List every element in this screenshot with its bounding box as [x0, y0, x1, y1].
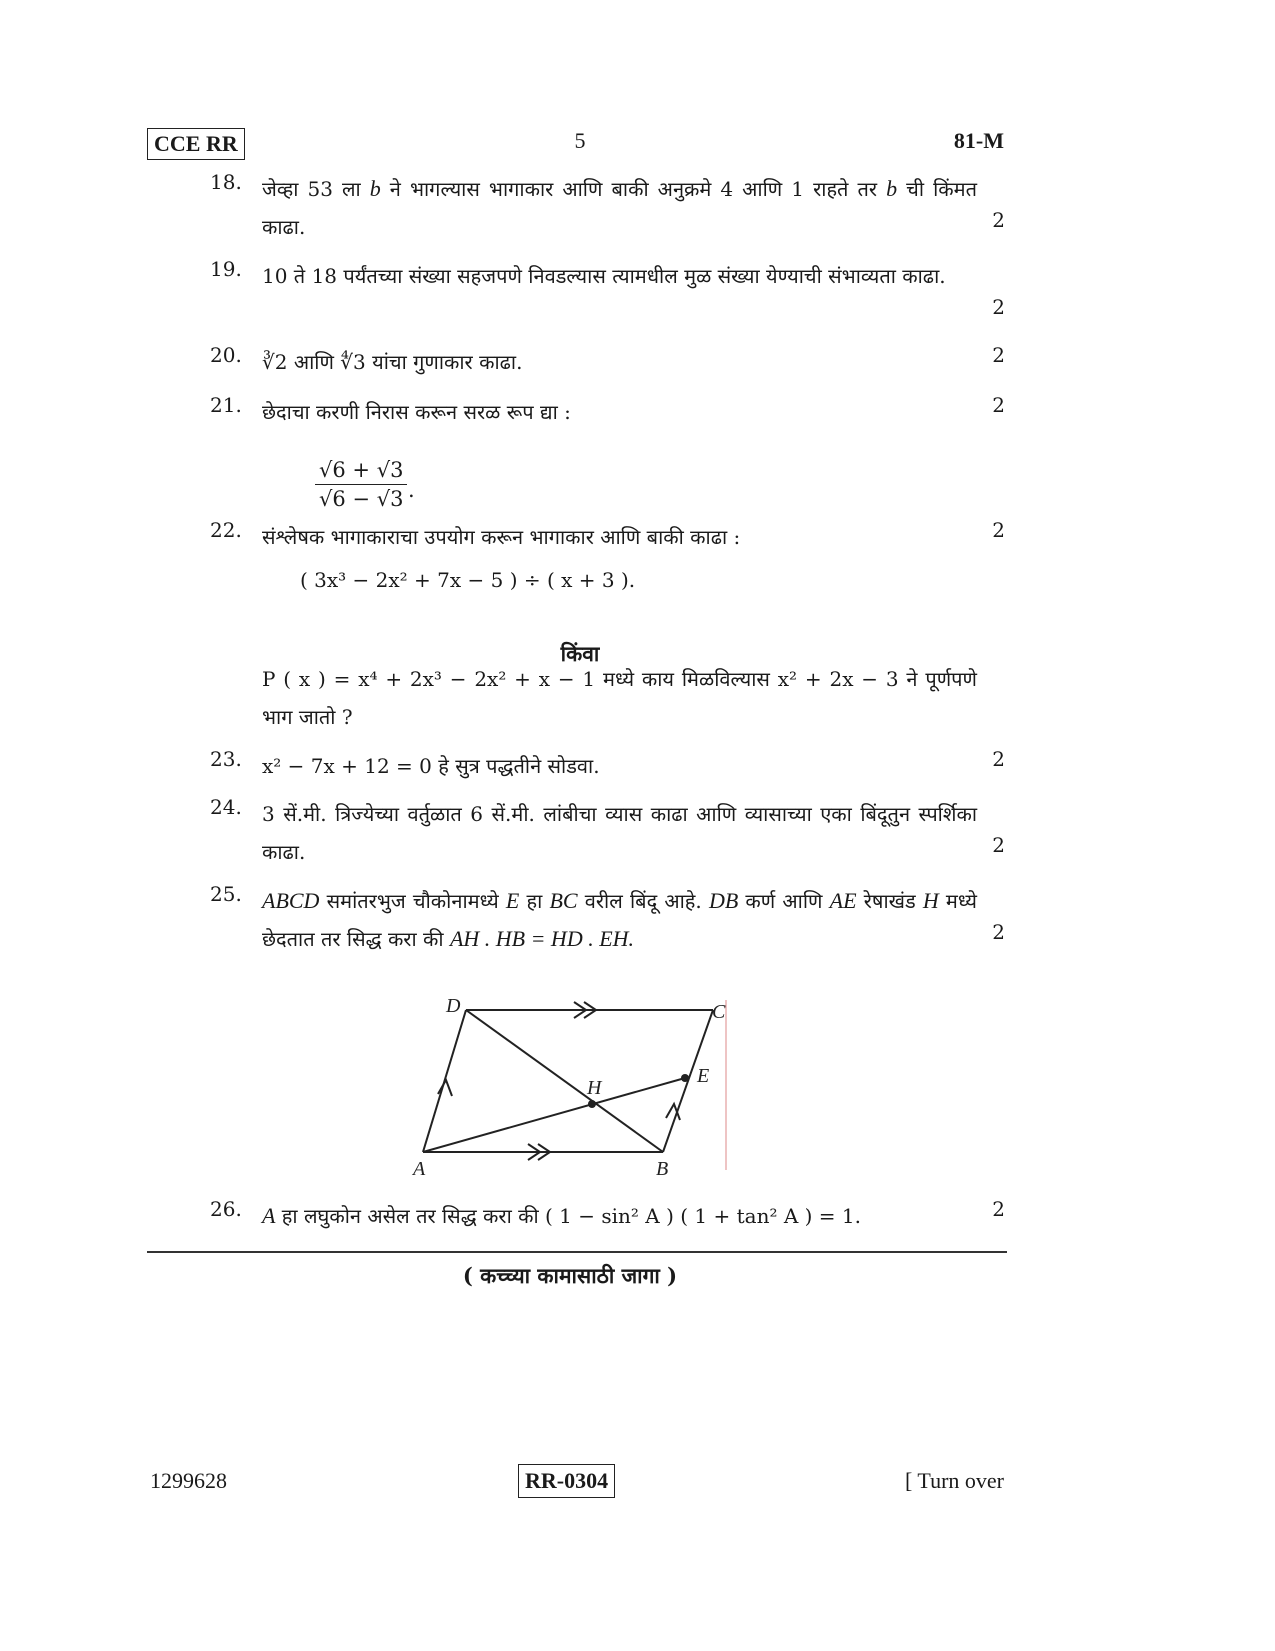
question-text: [262, 343, 977, 381]
question-22-alternative: [210, 660, 1005, 736]
question-26: [210, 1197, 1005, 1235]
question-text: [262, 660, 977, 736]
parallelogram-diagram: [380, 990, 740, 1190]
question-number: 25.: [210, 882, 242, 906]
question-number: 19.: [210, 257, 242, 281]
question-20: [210, 343, 1005, 381]
question-number: 22.: [210, 518, 242, 542]
math-term: BC: [549, 888, 578, 913]
question-text: [262, 747, 977, 785]
question-22: [210, 518, 1005, 556]
math-term: E: [505, 888, 520, 913]
fraction-expression: [315, 458, 407, 511]
text-part: आणि: [287, 350, 341, 374]
text-part: यांचा गुणाकार काढा.: [365, 350, 523, 374]
question-text: 3 सें.मी. त्रिज्येच्या वर्तुळात 6 सें.मी. लांबीचा व्यास काढा आणि व्यासाच्या एका बिंदूतुन स्पर्शिका काढा.: [262, 802, 977, 864]
variable-b: b: [886, 176, 898, 201]
marks: 2: [992, 208, 1005, 232]
fraction-denominator: √6 − √3: [319, 487, 404, 511]
marks: 2: [992, 295, 1005, 319]
question-19: [210, 257, 1005, 319]
question-21: [210, 393, 1005, 431]
paper-code: 81-M: [953, 128, 1004, 153]
question-23: [210, 747, 1005, 785]
text-part: वरील बिंदू आहे.: [577, 889, 709, 913]
point-h: [588, 1100, 596, 1108]
question-number: 18.: [210, 170, 242, 194]
turn-over-note: [ Turn over: [904, 1468, 1004, 1493]
text-part: हा लघुकोन असेल तर सिद्ध करा की: [275, 1204, 546, 1228]
text-part: ची किंमत काढा.: [262, 177, 978, 239]
math-term: H: [922, 888, 939, 913]
rough-work-heading: ( कच्च्या कामासाठी जागा ): [462, 1263, 678, 1288]
division-expression: ( 3x³ − 2x² + 7x − 5 ) ÷ ( x + 3 ).: [300, 568, 636, 592]
label-d: D: [446, 995, 461, 1017]
marks: 2: [992, 518, 1005, 542]
divisor-polynomial: x² + 2x − 3: [777, 667, 899, 691]
label-a: A: [413, 1158, 426, 1180]
arrow-mark: [666, 1104, 680, 1120]
fraction-numerator: √6 + √3: [315, 458, 407, 485]
marks: 2: [992, 1197, 1005, 1221]
question-text: [262, 170, 977, 246]
text-part: कर्ण आणि: [738, 889, 830, 913]
marks: 2: [992, 920, 1005, 944]
quadratic-equation: x² − 7x + 12 = 0: [262, 754, 432, 778]
label-h: H: [587, 1077, 602, 1099]
question-text: संश्लेषक भागाकाराचा उपयोग करून भागाकार आणि बाकी काढा :: [262, 525, 741, 549]
page-number: 5: [574, 128, 586, 153]
question-18: [210, 170, 1005, 246]
segment-ae: [423, 1078, 685, 1152]
marks: 2: [992, 393, 1005, 417]
point-e: [681, 1074, 689, 1082]
label-b: B: [656, 1158, 669, 1180]
variable-b: b: [369, 176, 381, 201]
marks: 2: [992, 833, 1005, 857]
question-24: [210, 795, 1005, 871]
text-part: जेव्हा 53 ला: [262, 177, 370, 201]
math-term: AH . HB = HD . EH.: [449, 926, 635, 951]
fourth-root-3: ∜3: [340, 350, 366, 374]
polynomial-p: P ( x ) = x⁴ + 2x³ − 2x² + x − 1: [262, 667, 596, 691]
fraction-period: .: [408, 478, 415, 502]
text-part: समांतरभुज चौकोनामध्ये: [319, 889, 506, 913]
or-separator: किंवा: [560, 641, 600, 666]
question-text: छेदाचा करणी निरास करून सरळ रूप द्या :: [262, 400, 571, 424]
footer-code-box: RR-0304: [518, 1464, 615, 1498]
text-part: मध्ये काय मिळविल्यास: [595, 667, 778, 691]
divider: [147, 1251, 1007, 1253]
cube-root-2: ∛2: [262, 350, 288, 374]
text-part: ने पूर्णपणे भाग जातो ?: [262, 667, 977, 729]
variable-a: A: [262, 1203, 276, 1228]
trig-identity: ( 1 − sin² A ) ( 1 + tan² A ) = 1.: [545, 1204, 861, 1228]
question-text: [262, 1197, 977, 1235]
math-term: AE: [829, 888, 857, 913]
question-number: 26.: [210, 1197, 242, 1221]
marks: 2: [992, 747, 1005, 771]
question-text: 10 ते 18 पर्यंतच्या संख्या सहजपणे निवडल्यास त्यामधील मुळ संख्या येण्याची संभाव्यता काढा.: [262, 264, 946, 288]
math-term: ABCD: [262, 888, 320, 913]
marks: 2: [992, 343, 1005, 367]
text-part: हे सुत्र पद्धतीने सोडवा.: [431, 754, 600, 778]
question-number: 24.: [210, 795, 242, 819]
question-25: [210, 882, 1005, 958]
text-part: ने भागल्यास भागाकार आणि बाकी अनुक्रमे 4 आणि 1 राहते तर: [380, 177, 887, 201]
question-text: [262, 882, 977, 958]
math-term: DB: [708, 888, 739, 913]
text-part: मध्ये छेदतात तर सिद्ध करा की: [262, 889, 978, 951]
question-number: 20.: [210, 343, 242, 367]
question-number: 23.: [210, 747, 242, 771]
text-part: रेषाखंड: [856, 889, 923, 913]
header-code-box: CCE RR: [147, 128, 245, 160]
label-c: C: [712, 1001, 726, 1023]
question-number: 21.: [210, 393, 242, 417]
label-e: E: [697, 1065, 710, 1087]
footer-serial: 1299628: [150, 1468, 227, 1493]
text-part: हा: [519, 889, 550, 913]
